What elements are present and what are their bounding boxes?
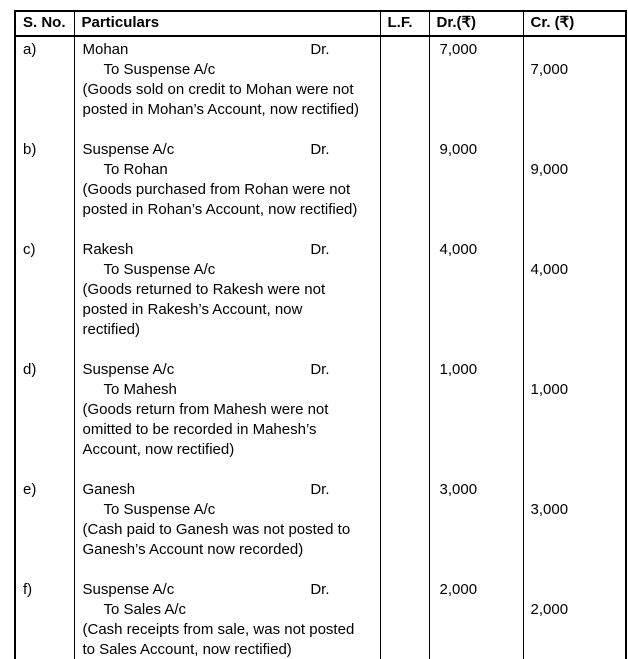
table-header-row bbox=[15, 11, 626, 36]
table-row bbox=[15, 36, 626, 137]
dr-amount: 3,000 bbox=[429, 477, 523, 577]
entry-serial: c) bbox=[15, 237, 74, 357]
debit-line bbox=[83, 240, 376, 260]
table-row bbox=[15, 477, 626, 577]
cr-amount: 3,000 bbox=[530, 501, 569, 518]
lf-cell bbox=[380, 237, 429, 357]
debit-account: Ganesh bbox=[82, 481, 136, 498]
dr-label: Dr. bbox=[310, 581, 330, 598]
dr-label: Dr. bbox=[310, 241, 330, 258]
entry-particulars bbox=[74, 237, 380, 357]
narration: (Cash paid to Ganesh was not posted to Ganesh’s Account now recorded) bbox=[82, 521, 351, 558]
credit-account: To Suspense A/c bbox=[103, 261, 216, 278]
cr-cell bbox=[523, 36, 626, 137]
journal-entries-table bbox=[14, 10, 627, 659]
dr-amount: 1,000 bbox=[429, 357, 523, 477]
dr-label: Dr. bbox=[310, 361, 330, 378]
entry-particulars bbox=[74, 477, 380, 577]
cr-amount: 7,000 bbox=[530, 61, 569, 78]
entry-serial: e) bbox=[15, 477, 74, 577]
cr-cell bbox=[523, 237, 626, 357]
narration: (Goods returned to Rakesh were not posted in Rakesh’s Account, now rectified) bbox=[82, 281, 326, 338]
debit-account: Rakesh bbox=[82, 241, 134, 258]
cr-amount: 4,000 bbox=[530, 261, 569, 278]
lf-cell bbox=[380, 137, 429, 237]
debit-account: Suspense A/c bbox=[82, 361, 175, 378]
lf-cell bbox=[380, 577, 429, 659]
credit-account: To Suspense A/c bbox=[103, 501, 216, 518]
credit-account: To Rohan bbox=[103, 161, 168, 178]
lf-cell bbox=[380, 36, 429, 137]
header-cr: Cr. (₹) bbox=[523, 11, 626, 36]
header-dr: Dr.(₹) bbox=[429, 11, 523, 36]
entry-serial: a) bbox=[15, 36, 74, 137]
entry-particulars bbox=[74, 577, 380, 659]
dr-amount: 4,000 bbox=[429, 237, 523, 357]
lf-cell bbox=[380, 477, 429, 577]
cr-cell bbox=[523, 577, 626, 659]
entry-particulars bbox=[74, 137, 380, 237]
entry-particulars bbox=[74, 357, 380, 477]
header-sno: S. No. bbox=[15, 11, 74, 36]
cr-cell bbox=[523, 137, 626, 237]
debit-account: Suspense A/c bbox=[82, 141, 175, 158]
dr-amount: 9,000 bbox=[429, 137, 523, 237]
table-row bbox=[15, 357, 626, 477]
cr-amount: 2,000 bbox=[530, 601, 569, 618]
narration: (Goods return from Mahesh were not omitted to be recorded in Mahesh’s Account, now rectified) bbox=[82, 401, 329, 458]
header-lf: L.F. bbox=[380, 11, 429, 36]
credit-account: To Sales A/c bbox=[103, 601, 187, 618]
credit-account: To Suspense A/c bbox=[103, 61, 216, 78]
entry-serial: f) bbox=[15, 577, 74, 659]
debit-account: Mohan bbox=[82, 41, 129, 58]
cr-amount: 1,000 bbox=[530, 381, 569, 398]
entry-serial: b) bbox=[15, 137, 74, 237]
dr-amount: 7,000 bbox=[429, 36, 523, 137]
table-row bbox=[15, 237, 626, 357]
dr-label: Dr. bbox=[310, 481, 330, 498]
debit-line bbox=[83, 580, 376, 600]
debit-line bbox=[83, 140, 376, 160]
cr-amount: 9,000 bbox=[530, 161, 569, 178]
credit-account: To Mahesh bbox=[103, 381, 177, 398]
debit-line bbox=[83, 40, 376, 60]
entry-serial: d) bbox=[15, 357, 74, 477]
dr-label: Dr. bbox=[310, 41, 330, 58]
dr-amount: 2,000 bbox=[429, 577, 523, 659]
debit-account: Suspense A/c bbox=[82, 581, 175, 598]
debit-line bbox=[83, 360, 376, 380]
debit-line bbox=[83, 480, 376, 500]
entry-particulars bbox=[74, 36, 380, 137]
lf-cell bbox=[380, 357, 429, 477]
cr-cell bbox=[523, 357, 626, 477]
header-particulars: Particulars bbox=[74, 11, 380, 36]
table-row bbox=[15, 577, 626, 659]
narration: (Goods purchased from Rohan were not posted in Rohan’s Account, now rectified) bbox=[82, 181, 358, 218]
narration: (Goods sold on credit to Mohan were not posted in Mohan’s Account, now rectified) bbox=[82, 81, 360, 118]
table-row bbox=[15, 137, 626, 237]
dr-label: Dr. bbox=[310, 141, 330, 158]
cr-cell bbox=[523, 477, 626, 577]
narration: (Cash receipts from sale, was not posted to Sales Account, now rectified) bbox=[82, 621, 355, 658]
